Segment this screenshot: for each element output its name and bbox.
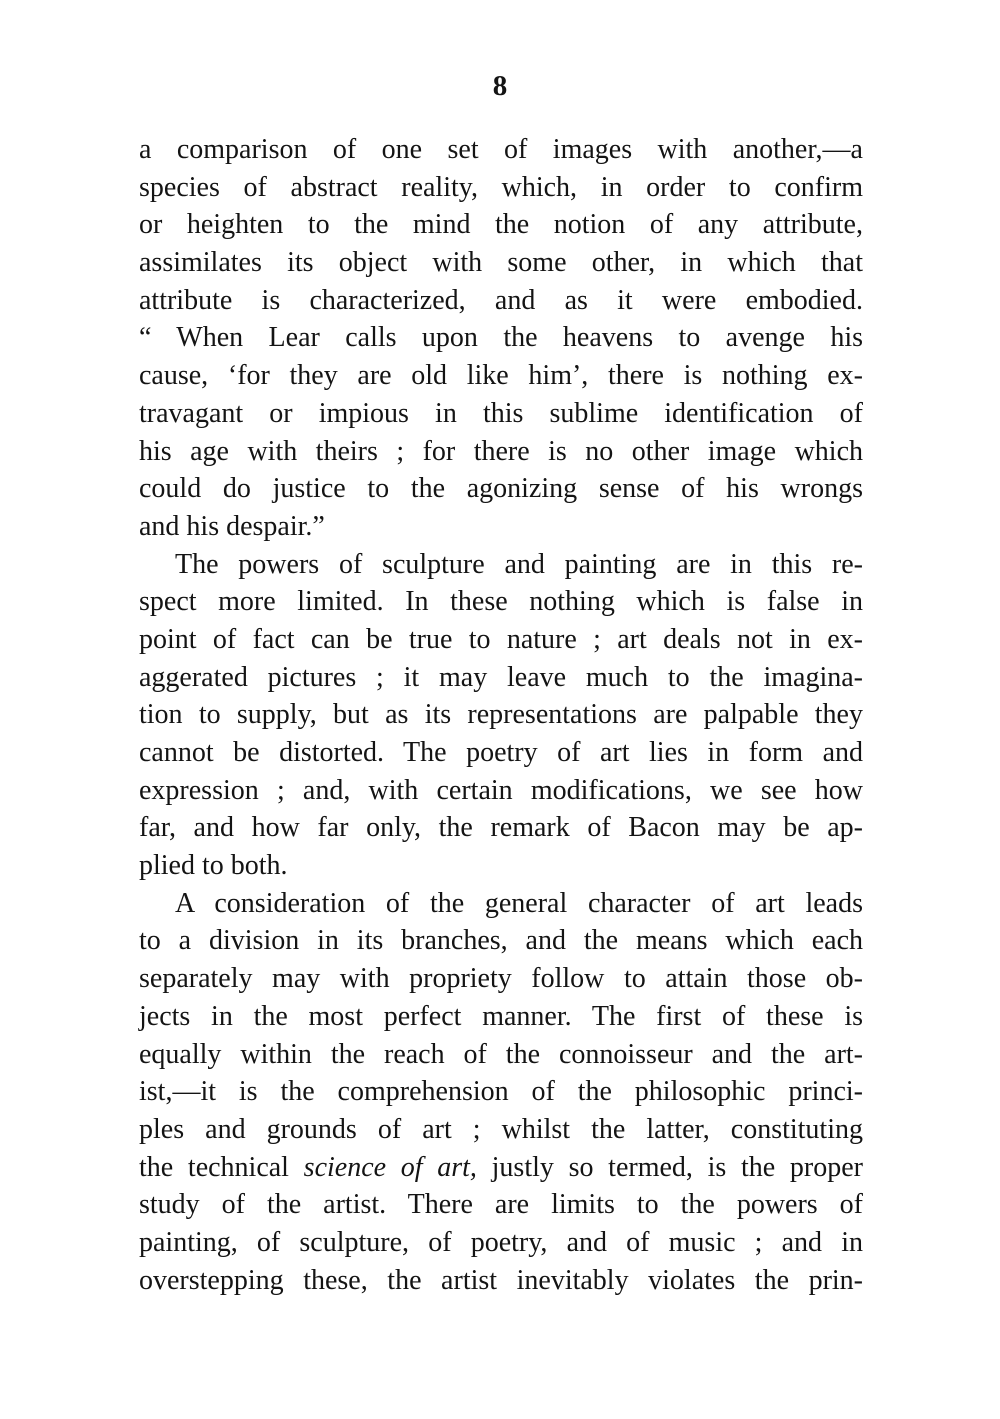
text-segment: the technical — [139, 1151, 304, 1183]
paragraph-start-line: A consideration of the general character of art leads — [175, 887, 863, 919]
text-line-with-italic — [139, 1149, 863, 1187]
text-line: cause, ‘for they are old like him’, there is nothing ex- — [139, 360, 863, 392]
text-line: overstepping these, the artist inevitably violates the prin- — [139, 1264, 863, 1296]
text-line: separately may with propriety follow to attain those ob- — [139, 963, 863, 995]
text-line: ples and grounds of art ; whilst the latter, constituting — [139, 1113, 863, 1145]
body-text — [139, 131, 863, 1299]
text-line: jects in the most perfect manner. The first of these is — [139, 1000, 863, 1032]
text-line: tion to supply, but as its representations are palpable they — [139, 699, 863, 731]
text-line: point of fact can be true to nature ; art deals not in ex- — [139, 623, 863, 655]
text-line: travagant or impious in this sublime identification of — [139, 397, 863, 429]
text-segment: justly so termed, is the proper — [476, 1151, 864, 1183]
text-line: his age with theirs ; for there is no other image which — [139, 435, 863, 467]
text-line: to a division in its branches, and the means which each — [139, 925, 863, 957]
text-line: or heighten to the mind the notion of any attribute, — [139, 209, 863, 241]
text-line: a comparison of one set of images with another,—a — [139, 134, 863, 165]
text-line: equally within the reach of the connoisseur and the art- — [139, 1038, 863, 1070]
text-line: painting, of sculpture, of poetry, and of music ; and in — [139, 1226, 863, 1258]
quote-start-line: “ When Lear calls upon the heavens to avenge his — [139, 322, 863, 354]
text-line: far, and how far only, the remark of Bacon may be ap- — [139, 812, 863, 844]
text-line: species of abstract reality, which, in order to confirm — [139, 171, 863, 203]
paragraph-end-line: and his despair.” — [139, 510, 325, 542]
text-line: could do justice to the agonizing sense of his wrongs — [139, 473, 863, 505]
paragraph-start-line: The powers of sculpture and painting are in this re- — [175, 548, 863, 580]
text-line: attribute is characterized, and as it were embodied. — [139, 284, 863, 316]
text-line: ist,—it is the comprehension of the philosophic princi- — [139, 1076, 863, 1108]
italic-phrase: science of art, — [303, 1151, 477, 1183]
text-line: study of the artist. There are limits to the powers of — [139, 1189, 863, 1221]
text-line: aggerated pictures ; it may leave much to the imagina- — [139, 661, 863, 693]
text-line: assimilates its object with some other, in which that — [139, 247, 863, 279]
page-number: 8 — [492, 70, 508, 102]
text-line: expression ; and, with certain modifications, we see how — [139, 774, 863, 806]
text-line: cannot be distorted. The poetry of art lies in form and — [139, 737, 863, 768]
text-line: spect more limited. In these nothing which is false in — [139, 586, 863, 618]
paragraph-end-line: plied to both. — [139, 850, 288, 882]
